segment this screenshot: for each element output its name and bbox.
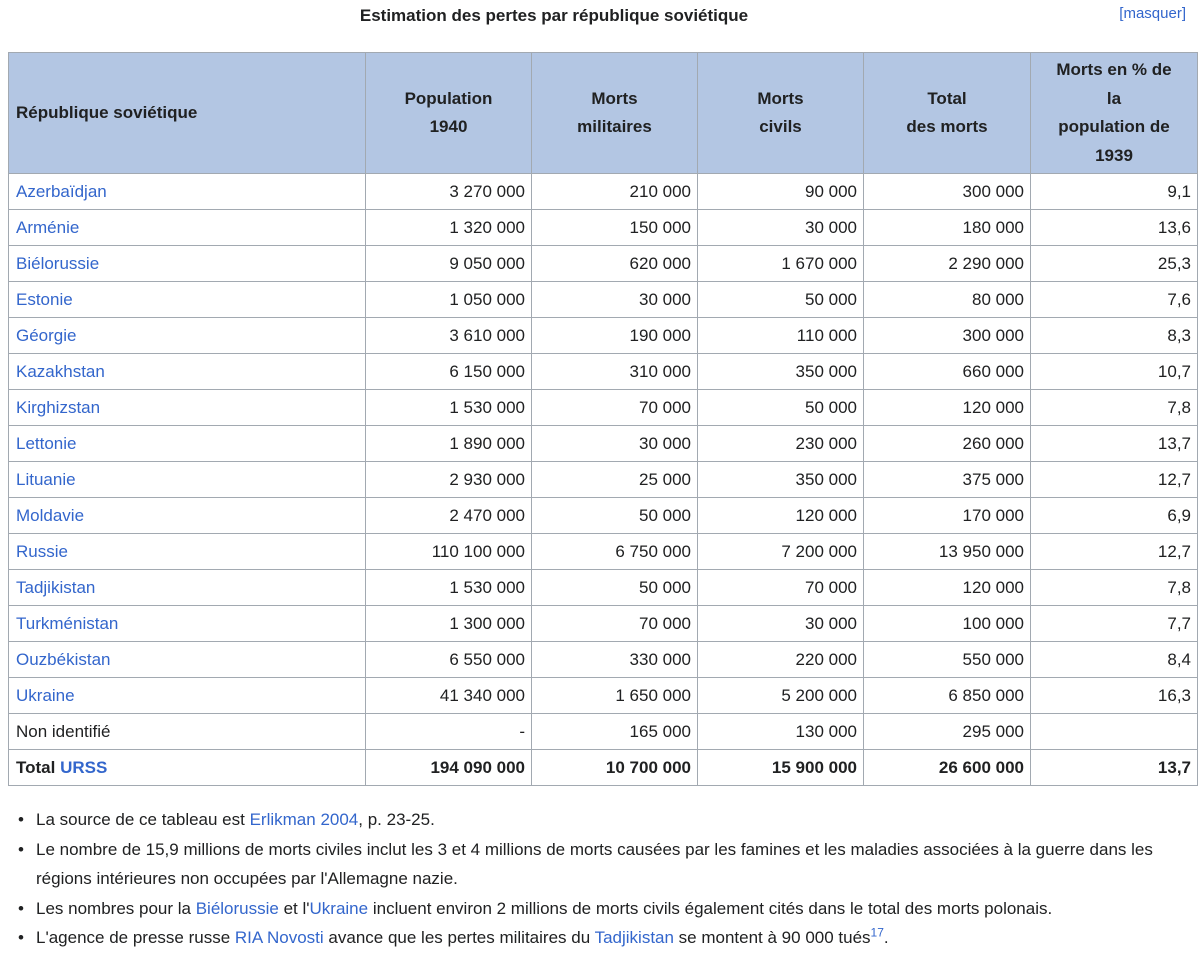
- percent-cell: 25,3: [1031, 246, 1198, 282]
- erlikman-link[interactable]: Erlikman 2004: [249, 810, 359, 829]
- republic-cell: [9, 210, 366, 246]
- military-cell: 50 000: [532, 570, 698, 606]
- republic-link[interactable]: Azerbaïdjan: [16, 182, 107, 201]
- republic-cell: [9, 318, 366, 354]
- military-cell: 330 000: [532, 642, 698, 678]
- total-cell: 6 850 000: [864, 678, 1031, 714]
- civil-cell: 50 000: [698, 390, 864, 426]
- republic-cell: [9, 354, 366, 390]
- population-cell: 1 530 000: [366, 390, 532, 426]
- total-cell: 170 000: [864, 498, 1031, 534]
- republic-cell: [9, 534, 366, 570]
- republic-link[interactable]: Tadjikistan: [16, 578, 96, 597]
- population-cell: 6 150 000: [366, 354, 532, 390]
- header-civil-deaths: Morts civils: [698, 53, 864, 174]
- civil-cell: 1 670 000: [698, 246, 864, 282]
- republic-cell: [9, 678, 366, 714]
- table-row: [9, 534, 1198, 570]
- republic-link[interactable]: Arménie: [16, 218, 80, 237]
- total-cell: 100 000: [864, 606, 1031, 642]
- total-cell: 300 000: [864, 174, 1031, 210]
- total-cell: 120 000: [864, 390, 1031, 426]
- ria-novosti-link[interactable]: RIA Novosti: [234, 928, 324, 947]
- total-cell: 120 000: [864, 570, 1031, 606]
- table-caption: Estimation des pertes par république soviétique: [359, 6, 749, 25]
- total-civil: 15 900 000: [698, 750, 864, 786]
- table-row: [9, 246, 1198, 282]
- population-cell: 6 550 000: [366, 642, 532, 678]
- total-cell: 300 000: [864, 318, 1031, 354]
- notes-list: [0, 805, 1186, 953]
- civil-cell: 220 000: [698, 642, 864, 678]
- population-cell: 9 050 000: [366, 246, 532, 282]
- republic-link[interactable]: Kirghizstan: [16, 398, 101, 417]
- total-deaths: 26 600 000: [864, 750, 1031, 786]
- civil-cell: 90 000: [698, 174, 864, 210]
- military-cell: 30 000: [532, 426, 698, 462]
- military-cell: 1 650 000: [532, 678, 698, 714]
- population-cell: 1 890 000: [366, 426, 532, 462]
- military-cell: 6 750 000: [532, 534, 698, 570]
- total-population: 194 090 000: [366, 750, 532, 786]
- header-total-deaths: Total des morts: [864, 53, 1031, 174]
- population-cell: 41 340 000: [366, 678, 532, 714]
- percent-cell: 16,3: [1031, 678, 1198, 714]
- civil-cell: 120 000: [698, 498, 864, 534]
- military-cell: 70 000: [532, 390, 698, 426]
- republic-link[interactable]: Lettonie: [16, 434, 77, 453]
- percent-cell: 6,9: [1031, 498, 1198, 534]
- republic-cell: [9, 606, 366, 642]
- total-cell: 80 000: [864, 282, 1031, 318]
- bielorussie-link[interactable]: Biélorussie: [195, 898, 279, 918]
- civil-cell: 5 200 000: [698, 678, 864, 714]
- percent-cell: 12,7: [1031, 462, 1198, 498]
- table-row: [9, 390, 1198, 426]
- total-label: Total: [16, 758, 56, 777]
- civil-cell: 110 000: [698, 318, 864, 354]
- unidentified-row: [9, 714, 1198, 750]
- percent-cell: 7,6: [1031, 282, 1198, 318]
- population-cell: 1 320 000: [366, 210, 532, 246]
- republic-link[interactable]: Biélorussie: [16, 254, 100, 273]
- republic-link[interactable]: Kazakhstan: [16, 362, 105, 381]
- table-row: [9, 210, 1198, 246]
- percent-cell: 8,3: [1031, 318, 1198, 354]
- note-belarus-ukraine: • Les nombres pour la Biélorussie et l'Ukraine incluent environ 2 millions de morts civils également cités dans le total des morts polonais.: [36, 894, 1186, 924]
- unidentified-military: 165 000: [532, 714, 698, 750]
- military-cell: 50 000: [532, 498, 698, 534]
- republic-link[interactable]: Lituanie: [16, 470, 76, 489]
- republic-link[interactable]: Ukraine: [16, 686, 75, 705]
- header-republic: République soviétique: [9, 53, 366, 174]
- hide-toggle-link[interactable]: [masquer]: [1119, 5, 1186, 22]
- total-percent: 13,7: [1031, 750, 1198, 786]
- table-row: [9, 354, 1198, 390]
- population-cell: 3 610 000: [366, 318, 532, 354]
- table-row: [9, 318, 1198, 354]
- header-military-deaths: Morts militaires: [532, 53, 698, 174]
- military-cell: 25 000: [532, 462, 698, 498]
- military-cell: 620 000: [532, 246, 698, 282]
- tadjikistan-link[interactable]: Tadjikistan: [594, 928, 674, 947]
- table-row: [9, 498, 1198, 534]
- table-row: [9, 606, 1198, 642]
- civil-cell: 350 000: [698, 462, 864, 498]
- civil-cell: 7 200 000: [698, 534, 864, 570]
- header-population: Population 1940: [366, 53, 532, 174]
- republic-link[interactable]: Géorgie: [16, 326, 77, 345]
- total-military: 10 700 000: [532, 750, 698, 786]
- ukraine-link[interactable]: Ukraine: [309, 898, 369, 918]
- table-row: [9, 678, 1198, 714]
- republic-cell: [9, 246, 366, 282]
- percent-cell: 7,7: [1031, 606, 1198, 642]
- civil-cell: 30 000: [698, 210, 864, 246]
- table-row: [9, 426, 1198, 462]
- military-cell: 30 000: [532, 282, 698, 318]
- table-row: [9, 570, 1198, 606]
- percent-cell: 7,8: [1031, 390, 1198, 426]
- header-row: [9, 53, 1198, 174]
- republic-link[interactable]: Russie: [16, 542, 68, 561]
- unidentified-total: 295 000: [864, 714, 1031, 750]
- note-civil-deaths: • Le nombre de 15,9 millions de morts civiles inclut les 3 et 4 millions de morts causées par les famines et les maladies associées à la guerre dans les régions intérieures non occupées par l'Allemagne nazie.: [36, 835, 1186, 894]
- civil-cell: 30 000: [698, 606, 864, 642]
- population-cell: 2 470 000: [366, 498, 532, 534]
- republic-cell: [9, 174, 366, 210]
- civil-cell: 50 000: [698, 282, 864, 318]
- republic-link[interactable]: Estonie: [16, 290, 73, 309]
- total-cell: 660 000: [864, 354, 1031, 390]
- population-cell: 1 530 000: [366, 570, 532, 606]
- total-cell: 375 000: [864, 462, 1031, 498]
- republic-link[interactable]: Ouzbékistan: [16, 650, 111, 669]
- republic-cell: [9, 570, 366, 606]
- population-cell: 3 270 000: [366, 174, 532, 210]
- table-row: [9, 642, 1198, 678]
- percent-cell: 10,7: [1031, 354, 1198, 390]
- republic-link[interactable]: Moldavie: [16, 506, 85, 525]
- military-cell: 210 000: [532, 174, 698, 210]
- republic-cell: [9, 642, 366, 678]
- note-source: • La source de ce tableau est Erlikman 2004, p. 23-25.: [36, 805, 1186, 835]
- reference-17-link[interactable]: 17: [870, 925, 884, 940]
- population-cell: 1 300 000: [366, 606, 532, 642]
- total-cell: 13 950 000: [864, 534, 1031, 570]
- military-cell: 70 000: [532, 606, 698, 642]
- republic-cell: [9, 282, 366, 318]
- percent-cell: 13,7: [1031, 426, 1198, 462]
- military-cell: 190 000: [532, 318, 698, 354]
- percent-cell: 13,6: [1031, 210, 1198, 246]
- total-row: [9, 750, 1198, 786]
- total-cell: 180 000: [864, 210, 1031, 246]
- unidentified-name: Non identifié: [9, 714, 366, 750]
- republic-cell: [9, 498, 366, 534]
- population-cell: 110 100 000: [366, 534, 532, 570]
- republic-cell: [9, 426, 366, 462]
- republic-link[interactable]: Turkménistan: [16, 614, 119, 633]
- table-row: [9, 462, 1198, 498]
- table-row: [9, 174, 1198, 210]
- unidentified-population: -: [366, 714, 532, 750]
- unidentified-civil: 130 000: [698, 714, 864, 750]
- total-cell: 260 000: [864, 426, 1031, 462]
- civil-cell: 70 000: [698, 570, 864, 606]
- civil-cell: 230 000: [698, 426, 864, 462]
- military-cell: 150 000: [532, 210, 698, 246]
- population-cell: 2 930 000: [366, 462, 532, 498]
- percent-cell: 8,4: [1031, 642, 1198, 678]
- military-cell: 310 000: [532, 354, 698, 390]
- total-cell: 550 000: [864, 642, 1031, 678]
- unidentified-percent: [1031, 714, 1198, 750]
- note-ria-novosti: • L'agence de presse russe RIA Novosti avance que les pertes militaires du Tadjikistan se montent à 90 000 tués$^{17}$.: [36, 923, 1186, 953]
- urss-link[interactable]: URSS: [60, 758, 108, 777]
- civil-cell: 350 000: [698, 354, 864, 390]
- percent-cell: 9,1: [1031, 174, 1198, 210]
- republic-cell: [9, 390, 366, 426]
- percent-cell: 12,7: [1031, 534, 1198, 570]
- total-cell: 2 290 000: [864, 246, 1031, 282]
- header-percent: Morts en % de la population de 1939: [1031, 53, 1198, 174]
- percent-cell: 7,8: [1031, 570, 1198, 606]
- population-cell: 1 050 000: [366, 282, 532, 318]
- table-row: [9, 282, 1198, 318]
- losses-table: [8, 52, 1198, 786]
- republic-cell: [9, 462, 366, 498]
- total-name: [9, 750, 366, 786]
